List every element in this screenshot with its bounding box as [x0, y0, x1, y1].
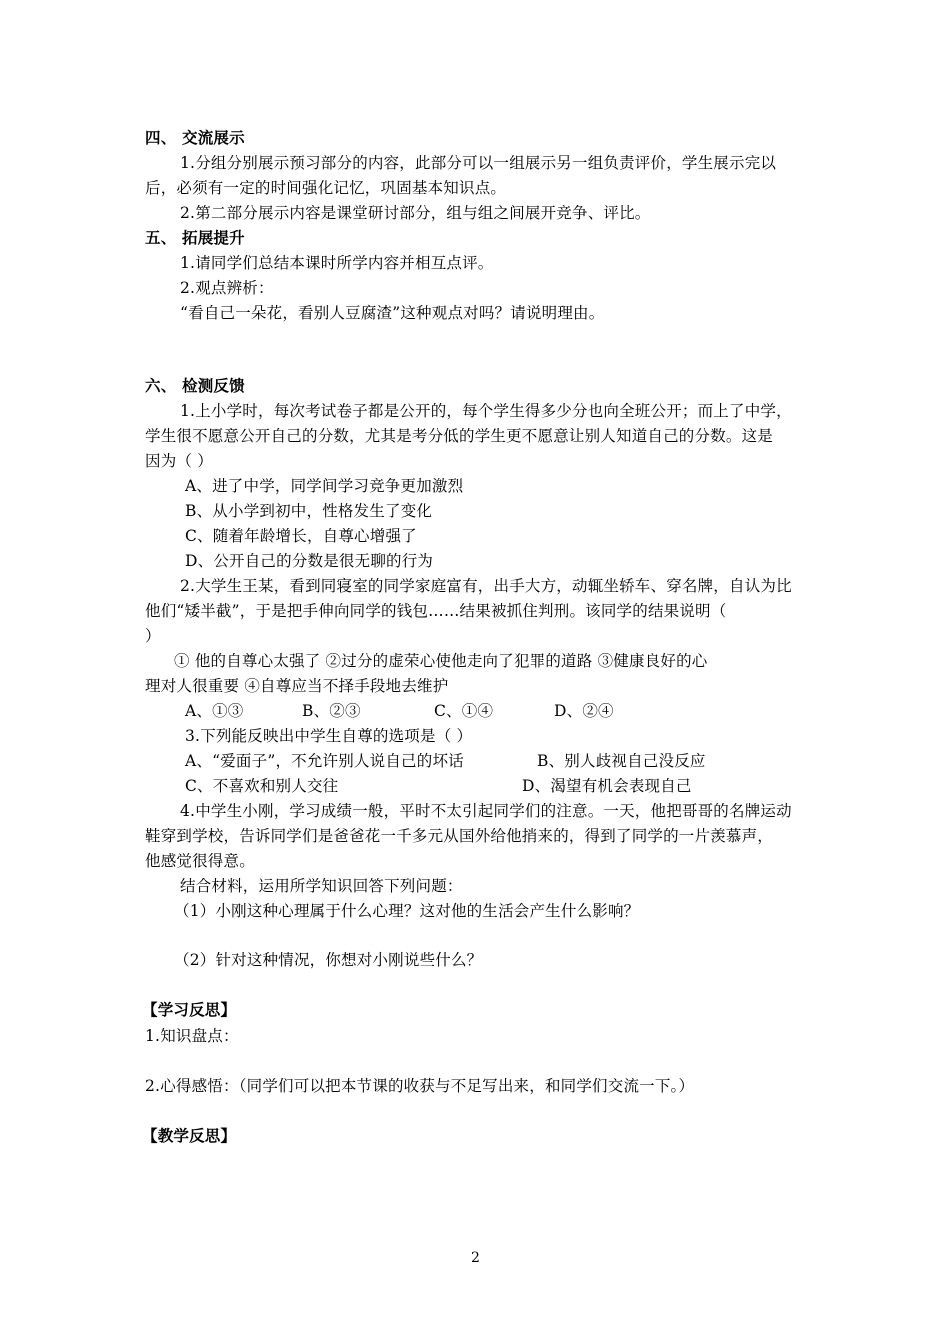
question-4-line: 鞋穿到学校，告诉同学们是爸爸花一千多元从国外给他捎来的，得到了同学的一片羡慕声，: [145, 827, 774, 845]
page-number: 2: [471, 1250, 481, 1266]
teaching-reflection-heading: 【教学反思】: [142, 1126, 237, 1145]
question-1-option: D、公开自己的分数是很无聊的行为: [185, 552, 434, 570]
question-3-line: 3.下列能反映出中学生自尊的选项是（ ）: [185, 727, 473, 745]
question-1-option: C、随着年龄增长，自尊心增强了: [185, 527, 417, 545]
knowledge-review-line: 1.知识盘点：: [145, 1027, 239, 1045]
question-4-line: 4.中学生小刚，学习成绩一般，平时不太引起同学们的注意。一天，他把哥哥的名牌运动: [180, 802, 792, 820]
paragraph-line: 2.观点辨析：: [180, 279, 274, 297]
question-2-statements: ① 他的自尊心太强了 ②过分的虚荣心使他走向了犯罪的道路 ③健康良好的心: [174, 652, 708, 670]
question-2-line: 他们“矮半截”，于是把手伸向同学的钱包……结果被抓住判刑。该同学的结果说明（: [145, 602, 727, 620]
section-heading-extension: 五、 拓展提升: [145, 228, 245, 247]
question-2-line: 2.大学生王某，看到同寝室的同学家庭富有，出手大方，动辄坐轿车、穿名牌，自认为比: [180, 577, 792, 595]
paragraph-line: 2.第二部分展示内容是课堂研讨部分，组与组之间展开竞争、评比。: [180, 204, 651, 222]
insights-line: 2.心得感悟：（同学们可以把本节课的收获与不足写出来，和同学们交流一下。）: [145, 1077, 695, 1095]
question-3-option-b: B、别人歧视自己没反应: [537, 752, 706, 770]
question-4-line: 结合材料，运用所学知识回答下列问题：: [180, 877, 463, 895]
section-heading-exchange: 四、 交流展示: [145, 128, 245, 147]
question-2-option-d: D、②④: [554, 702, 614, 720]
question-4-subquestion-2: （2）针对这种情况，你想对小刚说些什么？: [174, 951, 483, 969]
question-4-line: 他感觉很得意。: [145, 852, 255, 870]
question-2-option-c: C、①④: [434, 702, 494, 720]
question-3-option-a: A、“爱面子”，不允许别人说自己的坏话: [185, 752, 464, 770]
question-2-option-a: A、①③: [185, 702, 244, 720]
question-2-statements: 理对人很重要 ④自尊应当不择手段地去维护: [145, 677, 449, 695]
question-1-line: 1.上小学时，每次考试卷子都是公开的，每个学生得多少分也向全班公开；而上了中学，: [180, 402, 792, 420]
paragraph-line: 1.分组分别展示预习部分的内容，此部分可以一组展示另一组负责评价，学生展示完以: [180, 154, 777, 172]
question-2-line: ）: [145, 627, 161, 645]
question-1-line: 因为（ ）: [145, 452, 213, 470]
question-3-option-d: D、渴望有机会表现自己: [522, 777, 692, 795]
question-1-line: 学生很不愿意公开自己的分数，尤其是考分低的学生更不愿意让别人知道自己的分数。这是: [145, 427, 774, 445]
question-4-subquestion-1: （1）小刚这种心理属于什么心理？这对他的生活会产生什么影响？: [174, 902, 640, 920]
paragraph-line: 1.请同学们总结本课时所学内容并相互点评。: [180, 254, 494, 272]
section-heading-feedback: 六、 检测反馈: [145, 376, 245, 395]
paragraph-line: 后，必须有一定的时间强化记忆，巩固基本知识点。: [145, 179, 507, 197]
question-1-option: A、进了中学，同学间学习竞争更加激烈: [185, 477, 464, 495]
paragraph-line: “看自己一朵花，看别人豆腐渣”这种观点对吗？请说明理由。: [180, 304, 605, 322]
question-2-option-b: B、②③: [302, 702, 361, 720]
question-1-option: B、从小学到初中，性格发生了变化: [185, 502, 433, 520]
question-3-option-c: C、不喜欢和别人交往: [185, 777, 339, 795]
study-reflection-heading: 【学习反思】: [142, 1000, 237, 1019]
